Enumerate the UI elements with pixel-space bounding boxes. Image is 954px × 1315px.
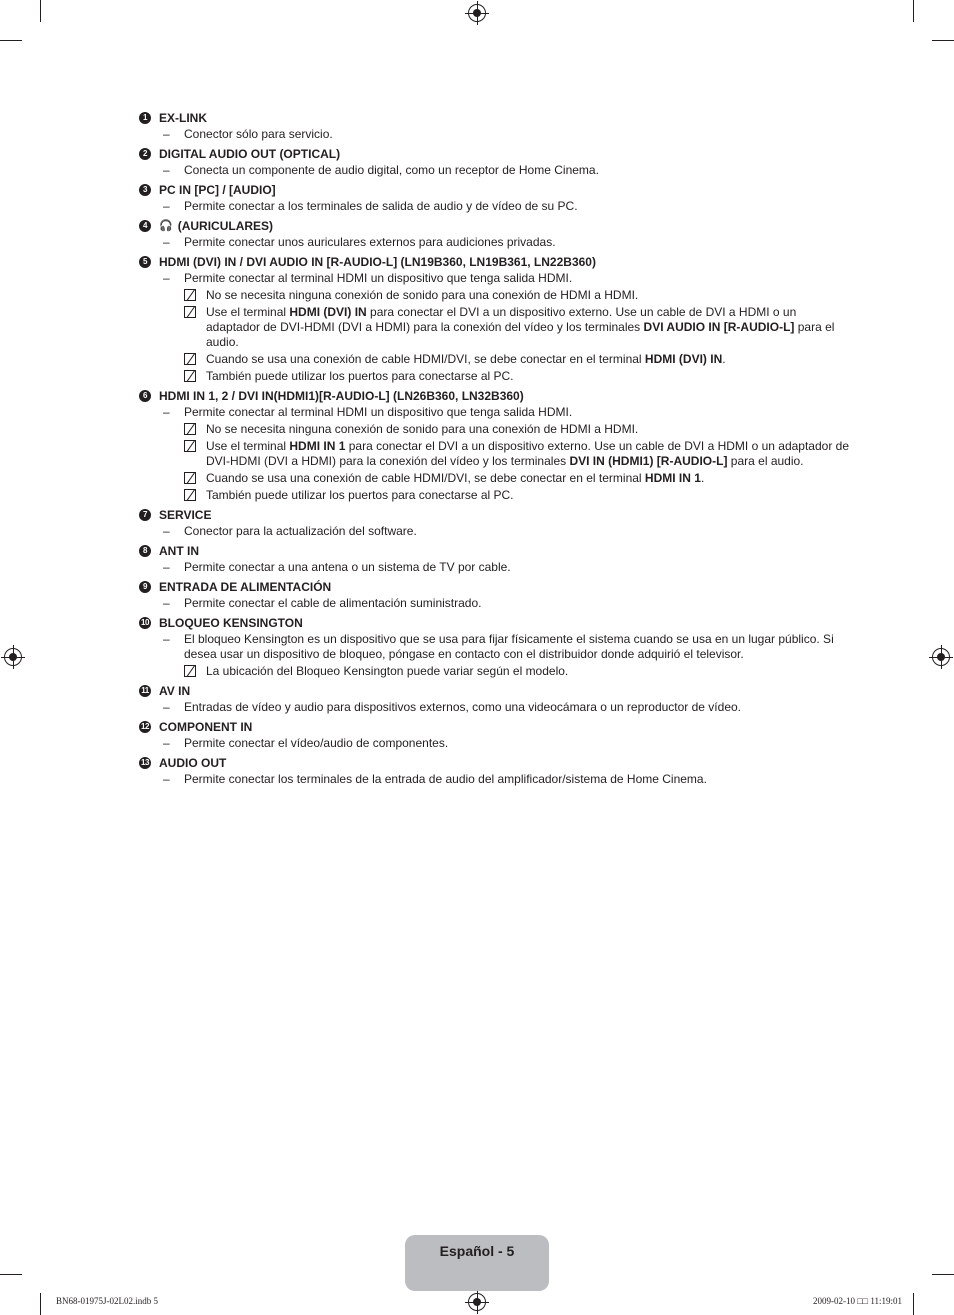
- description-text: Permite conectar a los terminales de salida de audio y de vídeo de su PC.: [184, 199, 578, 213]
- dash-bullet: –: [163, 271, 170, 285]
- section-title: BLOQUEO KENSINGTON: [159, 616, 303, 630]
- connector-section: [139, 110, 849, 143]
- section-number-badge: 10: [139, 617, 151, 629]
- description-text: Permite conectar unos auriculares externos para audiciones privadas.: [184, 235, 556, 249]
- section-number-badge: 12: [139, 721, 151, 733]
- description-text: Permite conectar el cable de alimentación suministrado.: [184, 596, 482, 610]
- section-heading: [139, 254, 849, 270]
- description-text: Permite conectar el vídeo/audio de componentes.: [184, 736, 449, 750]
- dash-bullet: –: [163, 772, 170, 786]
- description-text: Permite conectar los terminales de la entrada de audio del amplificador/sistema de Home Cinema.: [184, 772, 707, 786]
- section-heading: [139, 388, 849, 404]
- section-number-badge: 2: [139, 148, 151, 160]
- note-item: [184, 421, 849, 438]
- section-heading: [139, 579, 849, 595]
- dash-bullet: –: [163, 127, 170, 141]
- description-text: Conector sólo para servicio.: [184, 127, 333, 141]
- section-number-badge: 3: [139, 184, 151, 196]
- crop-mark: [40, 0, 41, 22]
- dash-bullet: –: [163, 560, 170, 574]
- page-number: Español - 5: [439, 1243, 515, 1259]
- section-number-badge: 4: [139, 220, 151, 232]
- connector-section: [139, 388, 849, 504]
- section-title: AUDIO OUT: [159, 756, 227, 770]
- crop-mark: [913, 1293, 914, 1315]
- note-item: [184, 470, 849, 487]
- section-description: [163, 404, 849, 421]
- note-item: [184, 351, 849, 368]
- section-number-badge: 11: [139, 685, 151, 697]
- connector-section: [139, 615, 849, 680]
- registration-mark-icon: [468, 1293, 486, 1311]
- note-item: [184, 438, 849, 470]
- connector-list: [139, 110, 849, 791]
- note-icon: [184, 306, 196, 318]
- page-number-tab: [405, 1235, 549, 1291]
- section-heading: [139, 110, 849, 126]
- registration-mark-icon: [932, 648, 950, 666]
- connector-section: [139, 507, 849, 540]
- footer-timestamp: 2009-02-10 □□ 11:19:01: [812, 1296, 902, 1306]
- connector-section: [139, 254, 849, 385]
- section-number-badge: 6: [139, 390, 151, 402]
- connector-section: [139, 719, 849, 752]
- section-title: (AURICULARES): [177, 219, 274, 233]
- connector-section: [139, 755, 849, 788]
- description-text: Permite conectar al terminal HDMI un dispositivo que tenga salida HDMI.: [184, 405, 573, 419]
- crop-mark: [40, 1293, 41, 1315]
- section-heading: [139, 719, 849, 735]
- section-description: [163, 771, 849, 788]
- note-icon: [184, 489, 196, 501]
- dash-bullet: –: [163, 632, 170, 646]
- section-description: [163, 559, 849, 576]
- note-icon: [184, 440, 196, 452]
- note-item: [184, 304, 849, 351]
- connector-section: [139, 543, 849, 576]
- description-text: El bloqueo Kensington es un dispositivo que se usa para fijar físicamente el sistema cuando se usa en un lugar público. Si desea usar un dispositivo de bloqueo, póngase en contacto con el distribuidor donde adquirió el televisor.: [184, 632, 834, 661]
- note-text: La ubicación del Bloqueo Kensington puede variar según el modelo.: [206, 664, 569, 678]
- section-heading: [139, 683, 849, 699]
- section-title: PC IN [PC] / [AUDIO]: [159, 183, 276, 197]
- connector-section: [139, 182, 849, 215]
- note-icon: [184, 665, 196, 677]
- section-heading: [139, 218, 849, 234]
- section-description: [163, 162, 849, 179]
- description-text: Permite conectar al terminal HDMI un dispositivo que tenga salida HDMI.: [184, 271, 573, 285]
- section-title: HDMI IN 1, 2 / DVI IN(HDMI1)[R-AUDIO-L] (LN26B360, LN32B360): [159, 389, 524, 403]
- section-description: [163, 699, 849, 716]
- note-text: Use el terminal HDMI IN 1 para conectar el DVI a un dispositivo externo. Use un cable de DVI a HDMI o un adaptador de DVI-HDMI (DVI a HDMI) para la conexión del vídeo y los terminales DVI IN (HDMI1) [R-AUDIO-L] para el audio.: [206, 439, 850, 468]
- note-list: [184, 663, 849, 680]
- section-number-badge: 9: [139, 581, 151, 593]
- note-icon: [184, 423, 196, 435]
- section-heading: [139, 755, 849, 771]
- description-text: Entradas de vídeo y audio para dispositivos externos, como una videocámara o un reproductor de vídeo.: [184, 700, 741, 714]
- connector-section: [139, 683, 849, 716]
- section-heading: [139, 543, 849, 559]
- dash-bullet: –: [163, 163, 170, 177]
- note-text: También puede utilizar los puertos para conectarse al PC.: [206, 369, 514, 383]
- crop-mark: [932, 1274, 954, 1275]
- connector-section: [139, 579, 849, 612]
- note-text: No se necesita ninguna conexión de sonido para una conexión de HDMI a HDMI.: [206, 288, 639, 302]
- section-number-badge: 8: [139, 545, 151, 557]
- dash-bullet: –: [163, 700, 170, 714]
- note-text: No se necesita ninguna conexión de sonido para una conexión de HDMI a HDMI.: [206, 422, 639, 436]
- dash-bullet: –: [163, 235, 170, 249]
- section-title: AV IN: [159, 684, 191, 698]
- note-item: [184, 368, 849, 385]
- crop-mark: [932, 40, 954, 41]
- section-description: [163, 126, 849, 143]
- section-title: COMPONENT IN: [159, 720, 253, 734]
- description-text: Conector para la actualización del software.: [184, 524, 417, 538]
- dash-bullet: –: [163, 199, 170, 213]
- section-description: [163, 631, 849, 663]
- registration-mark-icon: [4, 648, 22, 666]
- note-list: [184, 287, 849, 385]
- section-description: [163, 198, 849, 215]
- dash-bullet: –: [163, 524, 170, 538]
- note-text: Cuando se usa una conexión de cable HDMI/DVI, se debe conectar en el terminal HDMI (DVI) IN.: [206, 352, 726, 366]
- note-text: Use el terminal HDMI (DVI) IN para conectar el DVI a un dispositivo externo. Use un cable de DVI a HDMI o un adaptador de DVI-HDMI (DVI a HDMI) para la conexión del vídeo y los terminales DVI AUDIO IN [R-AUDIO-L] para el audio.: [206, 305, 835, 349]
- section-description: [163, 270, 849, 287]
- note-text: Cuando se usa una conexión de cable HDMI/DVI, se debe conectar en el terminal HDMI IN 1.: [206, 471, 705, 485]
- section-description: [163, 595, 849, 612]
- note-item: [184, 287, 849, 304]
- section-description: [163, 234, 849, 251]
- section-description: [163, 735, 849, 752]
- connector-section: [139, 218, 849, 251]
- section-title: HDMI (DVI) IN / DVI AUDIO IN [R-AUDIO-L] (LN19B360, LN19B361, LN22B360): [159, 255, 596, 269]
- registration-mark-icon: [468, 4, 486, 22]
- section-number-badge: 7: [139, 509, 151, 521]
- section-heading: [139, 507, 849, 523]
- section-heading: [139, 615, 849, 631]
- description-text: Permite conectar a una antena o un sistema de TV por cable.: [184, 560, 511, 574]
- note-text: También puede utilizar los puertos para conectarse al PC.: [206, 488, 514, 502]
- note-icon: [184, 353, 196, 365]
- dash-bullet: –: [163, 736, 170, 750]
- note-item: [184, 663, 849, 680]
- description-text: Conecta un componente de audio digital, como un receptor de Home Cinema.: [184, 163, 599, 177]
- dash-bullet: –: [163, 405, 170, 419]
- section-title: DIGITAL AUDIO OUT (OPTICAL): [159, 147, 341, 161]
- connector-section: [139, 146, 849, 179]
- note-list: [184, 421, 849, 504]
- note-icon: [184, 289, 196, 301]
- section-title: SERVICE: [159, 508, 212, 522]
- note-icon: [184, 472, 196, 484]
- section-heading: [139, 182, 849, 198]
- note-icon: [184, 370, 196, 382]
- crop-mark: [0, 40, 22, 41]
- footer-filename: BN68-01975J-02L02.indb 5: [56, 1296, 158, 1306]
- dash-bullet: –: [163, 596, 170, 610]
- section-number-badge: 5: [139, 256, 151, 268]
- crop-mark: [913, 0, 914, 22]
- section-title: ANT IN: [159, 544, 199, 558]
- section-number-badge: 1: [139, 112, 151, 124]
- crop-mark: [0, 1274, 22, 1275]
- headphones-icon: 🎧: [159, 220, 173, 232]
- section-title: ENTRADA DE ALIMENTACIÓN: [159, 580, 332, 594]
- section-number-badge: 13: [139, 757, 151, 769]
- note-item: [184, 487, 849, 504]
- section-title: EX-LINK: [159, 111, 207, 125]
- section-description: [163, 523, 849, 540]
- section-heading: [139, 146, 849, 162]
